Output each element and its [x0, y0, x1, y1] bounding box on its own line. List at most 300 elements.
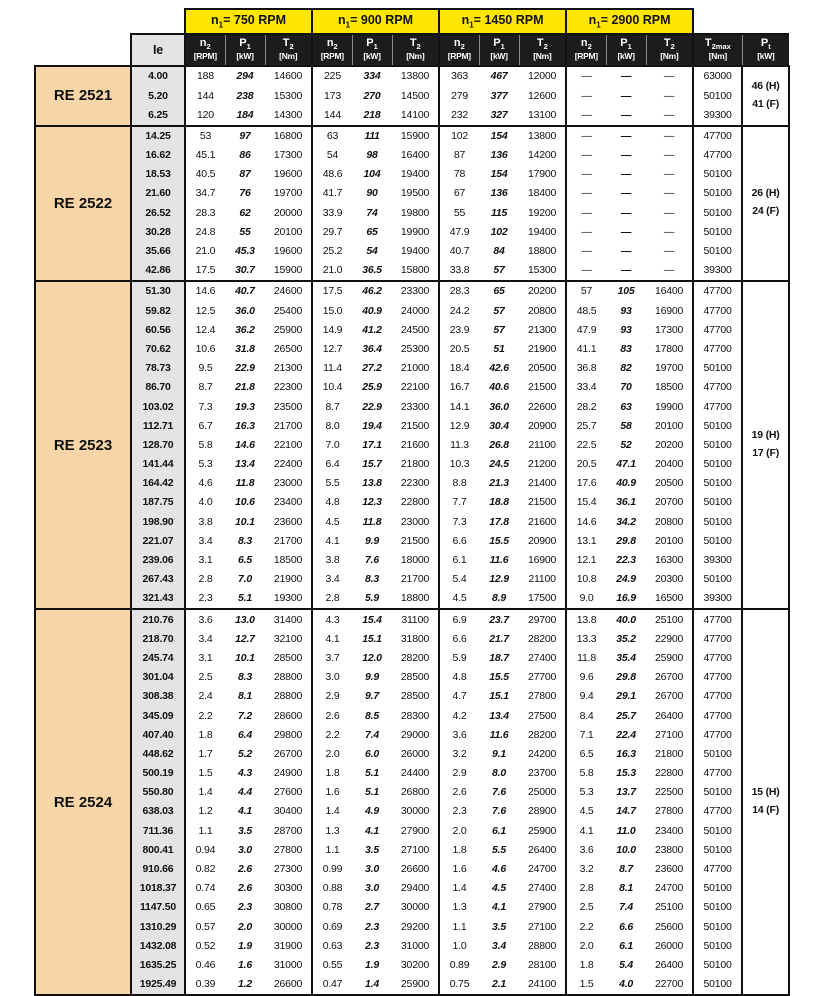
ie-cell: 1018.37 [131, 879, 185, 898]
p1-cell: 8.0 [492, 767, 507, 780]
p1-cell: 2.1 [479, 975, 519, 995]
t2max-cell: 50100 [693, 493, 742, 512]
n2-cell: 48.5 [566, 301, 606, 320]
p1-cell: 65 [479, 281, 519, 301]
t2max-cell: 50100 [693, 474, 742, 493]
n2-cell: 4.5 [312, 512, 352, 531]
n2-cell: 18.4 [439, 359, 479, 378]
p1-cell: 15.4 [352, 609, 392, 629]
n2-cell: 28.3 [185, 203, 225, 222]
p1-cell: 4.1 [238, 805, 252, 818]
t2-cell: 23000 [273, 477, 303, 490]
t2-cell: 21500 [400, 419, 430, 432]
n2-cell: 8.4 [566, 706, 606, 725]
n2-cell: 173 [312, 86, 352, 105]
t2-cell: 21100 [528, 573, 556, 586]
n2-cell: 6.1 [439, 551, 479, 570]
n2-cell: 5.3 [185, 455, 225, 474]
p1-cell: 55 [239, 225, 251, 238]
p1-cell: 8.3 [365, 573, 380, 586]
n2-cell: 4.1 [312, 532, 352, 551]
t2-cell: 20500 [654, 477, 684, 490]
t2-cell: — [663, 225, 675, 238]
table-row [35, 783, 789, 802]
t2-cell: 26500 [273, 342, 303, 355]
n2-cell: 2.3 [185, 589, 225, 609]
p1-cell: 6.0 [365, 747, 380, 760]
p1-cell: 9.9 [365, 671, 380, 684]
p1-cell: 105 [606, 281, 646, 301]
p1-cell: 111 [352, 126, 392, 146]
n2-cell: 5.3 [566, 783, 606, 802]
t2max-cell: 50100 [693, 455, 742, 474]
p1-cell: 8.1 [619, 882, 634, 895]
n2-cell: 0.99 [312, 860, 352, 879]
n2-cell: 1.8 [439, 841, 479, 860]
t2-column-header: $T_2$ [Nm] [646, 34, 693, 66]
t2-cell: 28800 [527, 939, 557, 952]
n2-cell: 53 [185, 126, 225, 146]
t2-cell: 25300 [400, 342, 430, 355]
t2-cell: 20200 [654, 438, 684, 451]
n2-cell: 279 [439, 86, 479, 105]
t2-cell: 31900 [273, 939, 303, 952]
t2-cell: 21900 [527, 342, 557, 355]
ie-cell: 1635.25 [131, 956, 185, 975]
p1-cell: 40.6 [489, 381, 509, 394]
table-row [35, 105, 789, 125]
p1-cell: 36.5 [362, 264, 382, 277]
p1-cell: 5.1 [365, 786, 380, 799]
n2-cell: 41.1 [566, 340, 606, 359]
ie-cell: 5.20 [131, 86, 185, 105]
n2-cell: 2.4 [185, 687, 225, 706]
n2-cell: 1.5 [566, 975, 606, 995]
p1-cell: 36.2 [235, 323, 255, 336]
table-row [35, 668, 789, 687]
p1-cell: 19.3 [235, 400, 255, 413]
t2-cell: 24500 [400, 323, 430, 336]
p1-cell: 270 [363, 89, 381, 102]
n2-cell: 15.4 [566, 493, 606, 512]
t2-cell: 20200 [519, 281, 566, 301]
t2max-cell: 47700 [693, 378, 742, 397]
t2-cell: 29700 [519, 609, 566, 629]
t2max-cell: 47700 [693, 397, 742, 416]
table-row [35, 821, 789, 840]
t2-cell: 18400 [527, 187, 557, 200]
t2max-cell: 47700 [693, 126, 742, 146]
t2-cell: 21700 [400, 573, 430, 586]
t2-cell: 19600 [273, 245, 303, 258]
t2max-cell: 39300 [693, 261, 742, 281]
ie-cell: 4.00 [131, 66, 185, 86]
t2-cell: 19700 [654, 362, 684, 375]
p1-cell: 29.8 [616, 671, 636, 684]
t2-cell: 26400 [654, 709, 684, 722]
t2-cell: 19500 [400, 187, 430, 200]
p1-cell: 17.8 [489, 515, 509, 528]
t2-cell: 19200 [527, 206, 557, 219]
n2-cell: 17.6 [566, 474, 606, 493]
n2-cell: 10.3 [439, 455, 479, 474]
t2-cell: 21800 [654, 747, 684, 760]
t2max-cell: 47700 [693, 725, 742, 744]
n2-cell: 3.8 [185, 512, 225, 531]
n2-cell: 0.46 [185, 956, 225, 975]
t2max-cell: 50100 [693, 512, 742, 531]
ie-cell: 112.71 [131, 416, 185, 435]
t2-cell: 24600 [265, 281, 312, 301]
t2max-cell: 50100 [693, 879, 742, 898]
p1-cell: 14.6 [235, 438, 255, 451]
n2-cell: 13.8 [566, 609, 606, 629]
t2max-cell: 47700 [693, 146, 742, 165]
t2-cell: — [663, 206, 675, 219]
ie-cell: 800.41 [131, 841, 185, 860]
t2-cell: 18800 [400, 592, 430, 605]
table-row [35, 706, 789, 725]
t2-cell: 23300 [400, 400, 430, 413]
table-row [35, 629, 789, 648]
table-row [35, 879, 789, 898]
t2-cell: 21100 [528, 438, 556, 451]
t2-cell: 24100 [519, 975, 566, 995]
n2-cell: 4.1 [566, 821, 606, 840]
p1-cell: 13.7 [616, 786, 636, 799]
ie-cell: 245.74 [131, 649, 185, 668]
p1-cell: 10.1 [235, 515, 255, 528]
n2-cell: 8.8 [439, 474, 479, 493]
ie-cell: 6.25 [131, 105, 185, 125]
p1-cell: 30.7 [235, 264, 255, 277]
p1-cell: 8.3 [238, 671, 252, 684]
n2-cell: 4.5 [566, 802, 606, 821]
n2-cell: 225 [312, 66, 352, 86]
p1-cell: 57 [493, 304, 505, 317]
n2-cell: 1.6 [312, 783, 352, 802]
n2-cell: 7.1 [566, 725, 606, 744]
p1-cell: 58 [620, 419, 632, 432]
n2-cell: 7.0 [312, 436, 352, 455]
ie-cell: 308.38 [131, 687, 185, 706]
t2max-cell: 39300 [693, 589, 742, 609]
t2-cell: 21000 [400, 362, 430, 375]
n2-cell: 1.1 [439, 917, 479, 936]
p1-cell: 83 [620, 342, 632, 355]
t2-cell: 30000 [273, 920, 303, 933]
t2-cell: 15900 [273, 264, 303, 277]
p1-cell: 57 [493, 323, 505, 336]
t2-cell: 28800 [273, 690, 303, 703]
t2-cell: 30300 [273, 882, 303, 895]
p1-cell: 294 [225, 66, 265, 86]
p1-cell: 12.3 [362, 496, 382, 509]
p1-cell: 15.1 [362, 632, 382, 645]
n2-cell: 4.5 [439, 589, 479, 609]
t2-cell: 25600 [654, 920, 684, 933]
n2-cell: 3.6 [439, 725, 479, 744]
p1-cell: 36.4 [362, 342, 382, 355]
n2-cell: 144 [312, 105, 352, 125]
p1-cell: — [620, 89, 632, 102]
n2-cell: 7.3 [185, 397, 225, 416]
ie-cell: 345.09 [131, 706, 185, 725]
t2-cell: 29200 [400, 920, 430, 933]
table-row [35, 764, 789, 783]
p1-cell: 93 [620, 323, 632, 336]
p1-cell: 16.3 [616, 747, 636, 760]
t2max-cell: 50100 [693, 917, 742, 936]
p1-cell: 13.0 [225, 609, 265, 629]
ie-cell: 1147.50 [131, 898, 185, 917]
p1-cell: 12.0 [362, 651, 382, 664]
p1-cell: 24.9 [616, 573, 636, 586]
table-row [35, 609, 789, 629]
n2-cell: 1.4 [312, 802, 352, 821]
p1-cell: 115 [490, 206, 508, 219]
n2-cell: 29.7 [312, 223, 352, 242]
t2-cell: 18000 [400, 554, 430, 567]
n2-cell: 14.9 [312, 320, 352, 339]
n2-cell: 3.4 [312, 570, 352, 589]
n2-cell: 0.69 [312, 917, 352, 936]
t2-cell: 30000 [400, 901, 430, 914]
n2-cell: 22.5 [566, 436, 606, 455]
t2-cell: — [663, 168, 675, 181]
p1-cell: 11.6 [489, 554, 509, 567]
n2-cell: 0.88 [312, 879, 352, 898]
t2max-cell: 50100 [693, 898, 742, 917]
t2-cell: — [663, 187, 675, 200]
p1-cell: 4.5 [492, 882, 507, 895]
n2-cell: 0.65 [185, 898, 225, 917]
t2-cell: 15900 [392, 126, 439, 146]
n2-cell: — [566, 184, 606, 203]
pt-cell: 26 (H) 24 (F) [742, 126, 789, 282]
t2-cell: 28900 [527, 805, 557, 818]
n2-column-header: $n_2$ [RPM] [185, 34, 225, 66]
n2-cell: 0.47 [312, 975, 352, 995]
p1-cell: 14.7 [616, 805, 636, 818]
table-row [35, 841, 789, 860]
t2max-cell: 39300 [693, 551, 742, 570]
table-row [35, 281, 789, 301]
ie-cell: 910.66 [131, 860, 185, 879]
p1-cell: 334 [352, 66, 392, 86]
p1-cell: 1.2 [225, 975, 265, 995]
t2max-cell: 50100 [693, 242, 742, 261]
ie-cell: 407.40 [131, 725, 185, 744]
n2-cell: 12.7 [312, 340, 352, 359]
t2-cell: 20700 [654, 496, 684, 509]
t2max-cell: 50100 [693, 184, 742, 203]
table-row [35, 936, 789, 955]
n2-cell: 6.4 [312, 455, 352, 474]
p1-cell: 136 [490, 187, 508, 200]
ie-cell: 1310.29 [131, 917, 185, 936]
p1-cell: 93 [620, 304, 632, 317]
p1-cell: 2.3 [238, 901, 252, 914]
n2-cell: 0.94 [185, 841, 225, 860]
p1-cell: 62 [239, 206, 251, 219]
n2-cell: 7.7 [439, 493, 479, 512]
p1-column-header: $P_1$ [kW] [225, 34, 265, 66]
t2-cell: 27600 [273, 786, 303, 799]
p1-cell: — [620, 264, 632, 277]
t2-cell: — [663, 149, 675, 162]
n2-cell: 2.8 [312, 589, 352, 609]
t2-cell: 22300 [400, 477, 430, 490]
table-row [35, 917, 789, 936]
t2-cell: 28200 [400, 651, 430, 664]
n2-cell: 34.7 [185, 184, 225, 203]
t2-cell: 22100 [400, 381, 430, 394]
t2-cell: 20100 [654, 534, 684, 547]
n2-cell: 3.6 [185, 609, 225, 629]
n2-cell: 3.8 [312, 551, 352, 570]
gear-rating-table [34, 8, 790, 996]
n2-cell: 20.5 [439, 340, 479, 359]
p1-column-header: $P_1$ [kW] [352, 34, 392, 66]
p1-cell: 42.6 [489, 362, 509, 375]
t2-cell: 23600 [654, 863, 684, 876]
p1-cell: 74 [366, 206, 378, 219]
t2-cell: 21700 [273, 419, 303, 432]
ie-cell: 221.07 [131, 532, 185, 551]
p1-cell: 2.6 [238, 863, 252, 876]
p1-cell: 5.2 [238, 747, 252, 760]
p1-cell: 25.7 [616, 709, 636, 722]
n2-cell: 25.7 [566, 416, 606, 435]
p1-cell: 154 [479, 126, 519, 146]
p1-cell: 40.9 [616, 477, 636, 490]
n2-cell: 28.2 [566, 397, 606, 416]
t2-cell: 23400 [654, 824, 684, 837]
n2-cell: — [566, 203, 606, 222]
n2-cell: 3.4 [185, 629, 225, 648]
n2-cell: — [566, 261, 606, 281]
table-row [35, 956, 789, 975]
t2max-cell: 47700 [693, 802, 742, 821]
t2-cell: 27100 [654, 728, 684, 741]
t2-cell: 26400 [527, 843, 557, 856]
t2-cell: 16900 [654, 304, 684, 317]
p1-cell: 3.0 [365, 863, 380, 876]
n2-cell: 120 [185, 105, 225, 125]
ie-cell: 16.62 [131, 146, 185, 165]
n2-cell: — [566, 126, 606, 146]
p1-cell: 18.7 [489, 651, 509, 664]
n2-cell: 1.8 [566, 956, 606, 975]
p1-cell: 35.4 [616, 651, 636, 664]
p1-cell: 7.6 [492, 786, 507, 799]
p1-cell: 6.5 [238, 554, 252, 567]
n2-cell: 12.5 [185, 301, 225, 320]
n2-cell: 1.0 [439, 936, 479, 955]
n2-cell: 33.9 [312, 203, 352, 222]
p1-cell: 7.0 [238, 573, 252, 586]
p1-cell: 7.2 [238, 709, 252, 722]
t2-cell: 16500 [654, 592, 684, 605]
p1-cell: 7.4 [619, 901, 634, 914]
p1-cell: 7.4 [365, 728, 380, 741]
p1-cell: 40.0 [606, 609, 646, 629]
n2-cell: 24.2 [439, 301, 479, 320]
t2-cell: 25100 [646, 609, 693, 629]
t2-cell: 14100 [400, 108, 430, 121]
p1-cell: — [620, 168, 632, 181]
p1-cell: 47.1 [616, 458, 636, 471]
t2-cell: 28500 [400, 690, 430, 703]
p1-cell: — [620, 108, 632, 121]
n2-cell: 4.6 [185, 474, 225, 493]
t2-cell: 23600 [273, 515, 303, 528]
n2-cell: 9.0 [566, 589, 606, 609]
ie-cell: 30.28 [131, 223, 185, 242]
p1-cell: 1.6 [238, 958, 252, 971]
t2-cell: — [663, 264, 675, 277]
t2-cell: 14200 [527, 149, 557, 162]
t2-cell: 26000 [654, 939, 684, 952]
n2-cell: 11.3 [439, 436, 479, 455]
t2-cell: 25900 [392, 975, 439, 995]
p1-cell: 5.4 [619, 958, 634, 971]
n2-cell: 21.0 [312, 261, 352, 281]
ie-cell: 164.42 [131, 474, 185, 493]
t2max-cell: 47700 [693, 860, 742, 879]
p1-cell: 4.6 [492, 863, 507, 876]
n2-cell: 3.7 [312, 649, 352, 668]
t2-cell: 26600 [265, 975, 312, 995]
t2-cell: 32100 [273, 632, 303, 645]
n2-cell: 36.8 [566, 359, 606, 378]
table-row [35, 301, 789, 320]
ie-cell: 711.36 [131, 821, 185, 840]
p1-cell: 6.1 [619, 939, 634, 952]
t2max-cell: 47700 [693, 629, 742, 648]
p1-cell: 24.5 [489, 458, 509, 471]
n2-cell: 2.2 [566, 917, 606, 936]
t2-cell: 31400 [265, 609, 312, 629]
p1-cell: 5.1 [365, 767, 380, 780]
t2max-cell: 50100 [693, 223, 742, 242]
n2-cell: 5.5 [312, 474, 352, 493]
n2-cell: 17.5 [185, 261, 225, 281]
t2-cell: 16900 [527, 554, 557, 567]
n2-cell: 2.6 [312, 706, 352, 725]
n2-cell: 2.5 [185, 668, 225, 687]
p1-cell: 8.5 [365, 709, 380, 722]
n2-cell: 10.4 [312, 378, 352, 397]
n2-cell: 3.4 [185, 532, 225, 551]
rpm-header-900: $n_1= 900$ RPM [312, 9, 439, 34]
p1-cell: 154 [490, 168, 508, 181]
p1-cell: 52 [620, 438, 632, 451]
t2-cell: 20800 [654, 515, 684, 528]
p1-cell: 41.2 [362, 323, 382, 336]
n2-cell: 10.8 [566, 570, 606, 589]
table-body [35, 66, 789, 995]
group-label: RE 2523 [35, 281, 131, 609]
p1-cell: 4.1 [492, 901, 507, 914]
n2-cell: 3.1 [185, 551, 225, 570]
t2-cell: 26800 [400, 786, 430, 799]
n2-cell: 41.7 [312, 184, 352, 203]
t2-cell: 23800 [654, 843, 684, 856]
t2-column-header: $T_2$ [Nm] [265, 34, 312, 66]
p1-cell: 31.8 [235, 342, 255, 355]
